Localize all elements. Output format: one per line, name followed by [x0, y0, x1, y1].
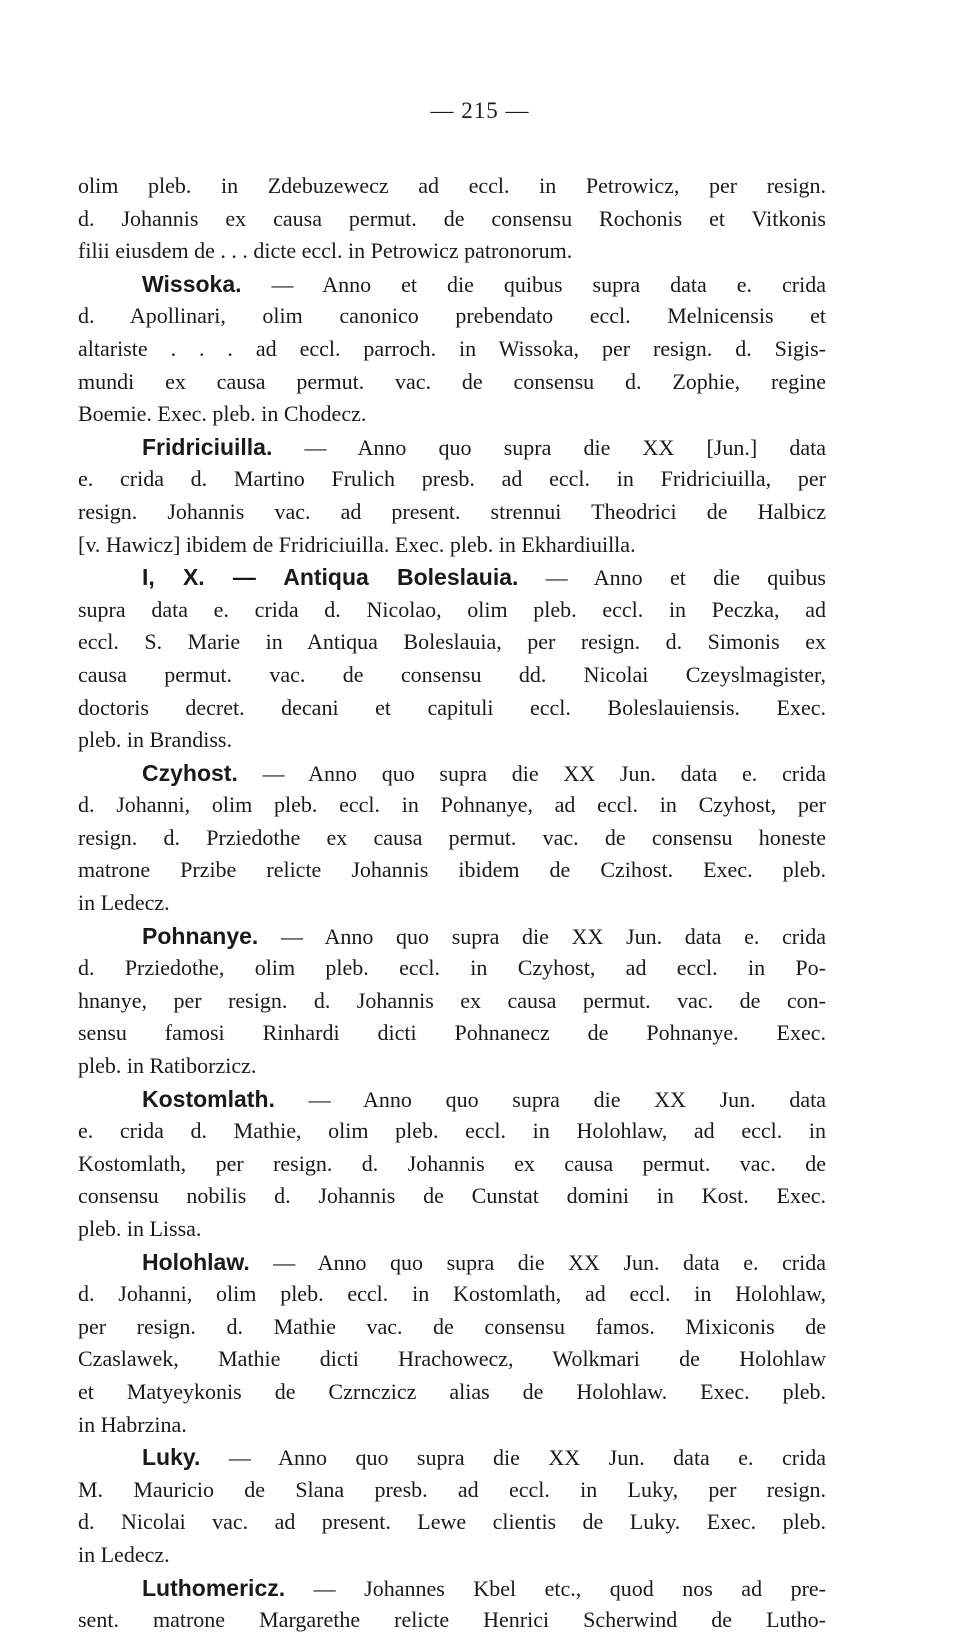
document-body	[78, 170, 826, 1637]
line-text: resign. Johannis vac. ad present. strennui Theodrici de Halbicz	[78, 498, 826, 524]
text-line	[78, 203, 826, 236]
line-text: in Ledecz.	[78, 890, 170, 916]
line-text: d. Apollinari, olim canonico prebendato eccl. Melnicensis et	[78, 303, 826, 329]
line-text: M. Mauricio de Slana presb. ad eccl. in Luky, per resign.	[78, 1476, 826, 1502]
place-heading: Wissoka.	[142, 270, 242, 297]
line-text: e. crida d. Martino Frulich presb. ad eccl. in Fridriciuilla, per	[78, 466, 826, 492]
line-text: — Anno quo supra die XX Jun. data	[274, 1086, 826, 1112]
line-text: pleb. in Ratiborzicz.	[78, 1053, 257, 1079]
line-text: filii eiusdem de . . . dicte eccl. in Petrowicz patronorum.	[78, 238, 573, 264]
text-line	[78, 1278, 826, 1311]
text-line	[78, 431, 826, 464]
line-text: d. Johannis ex causa permut. de consensu Rochonis et Vitkonis	[78, 205, 826, 231]
line-text: consensu nobilis d. Johannis de Cunstat domini in Kost. Exec.	[78, 1183, 826, 1209]
text-line	[78, 300, 826, 333]
line-text: per resign. d. Mathie vac. de consensu famos. Mixiconis de	[78, 1313, 826, 1339]
text-line	[78, 594, 826, 627]
text-line	[78, 235, 826, 268]
line-text: — Anno quo supra die XX Jun. data e. crida	[237, 760, 826, 786]
text-line	[78, 1180, 826, 1213]
text-line	[78, 496, 826, 529]
text-line	[78, 757, 826, 790]
text-line	[78, 1343, 826, 1376]
text-line	[78, 463, 826, 496]
text-line	[78, 1376, 826, 1409]
text-line	[78, 561, 826, 594]
line-text: in Ledecz.	[78, 1541, 170, 1567]
text-line	[78, 529, 826, 562]
text-line	[78, 1409, 826, 1442]
line-text: — Anno quo supra die XX [Jun.] data	[272, 434, 826, 460]
text-line	[78, 626, 826, 659]
text-line	[78, 1539, 826, 1572]
line-text: hnanye, per resign. d. Johannis ex causa permut. vac. de con-	[78, 987, 826, 1013]
text-line	[78, 1506, 826, 1539]
text-line	[78, 1474, 826, 1507]
text-line	[78, 854, 826, 887]
text-line	[78, 1246, 826, 1279]
text-line	[78, 659, 826, 692]
line-text: — Anno et die quibus supra data e. crida	[241, 271, 826, 297]
line-text: doctoris decret. decani et capituli eccl. Boleslauiensis. Exec.	[78, 694, 826, 720]
line-text: d. Prziedothe, olim pleb. eccl. in Czyhost, ad eccl. in Po-	[78, 955, 826, 981]
line-text: eccl. S. Marie in Antiqua Boleslauia, per resign. d. Simonis ex	[78, 629, 826, 655]
text-line	[78, 985, 826, 1018]
text-line	[78, 1311, 826, 1344]
text-line	[78, 1083, 826, 1116]
line-text: e. crida d. Mathie, olim pleb. eccl. in Holohlaw, ad eccl. in	[78, 1118, 826, 1144]
text-line	[78, 1604, 826, 1637]
text-line	[78, 822, 826, 855]
place-heading: Czyhost.	[142, 759, 238, 786]
line-text: — Anno quo supra die XX Jun. data e. crida	[200, 1445, 826, 1471]
line-text: — Anno quo supra die XX Jun. data e. crida	[249, 1249, 826, 1275]
line-text: pleb. in Brandiss.	[78, 727, 232, 753]
line-text: d. Nicolai vac. ad present. Lewe clientis de Luky. Exec. pleb.	[78, 1509, 826, 1535]
text-line	[78, 724, 826, 757]
text-line	[78, 268, 826, 301]
text-line	[78, 1148, 826, 1181]
line-text: sensu famosi Rinhardi dicti Pohnanecz de Pohnanye. Exec.	[78, 1020, 826, 1046]
line-text: [v. Hawicz] ibidem de Fridriciuilla. Exec. pleb. in Ekhardiuilla.	[78, 531, 636, 557]
line-text: — Johannes Kbel etc., quod nos ad pre-	[285, 1575, 826, 1601]
text-line	[78, 170, 826, 203]
text-line	[78, 1572, 826, 1605]
line-text: mundi ex causa permut. vac. de consensu d. Zophie, regine	[78, 368, 826, 394]
line-text: matrone Przibe relicte Johannis ibidem de Czihost. Exec. pleb.	[78, 857, 826, 883]
line-text: in Habrzina.	[78, 1411, 187, 1437]
line-text: sent. matrone Margarethe relicte Henrici Scherwind de Lutho-	[78, 1607, 826, 1633]
place-heading: Pohnanye.	[142, 922, 259, 949]
line-text: — Anno quo supra die XX Jun. data e. crida	[258, 923, 826, 949]
line-text: altariste . . . ad eccl. parroch. in Wissoka, per resign. d. Sigis-	[78, 335, 826, 361]
text-line	[78, 789, 826, 822]
text-line	[78, 366, 826, 399]
text-line	[78, 333, 826, 366]
text-line	[78, 1017, 826, 1050]
line-text: — Anno et die quibus	[518, 565, 826, 591]
line-text: d. Johanni, olim pleb. eccl. in Pohnanye, ad eccl. in Czyhost, per	[78, 792, 826, 818]
line-text: olim pleb. in Zdebuzewecz ad eccl. in Petrowicz, per resign.	[78, 173, 826, 198]
place-heading: Luthomericz.	[142, 1574, 286, 1601]
text-line	[78, 887, 826, 920]
line-text: d. Johanni, olim pleb. eccl. in Kostomlath, ad eccl. in Holohlaw,	[78, 1281, 826, 1307]
page-number: — 215 —	[430, 98, 530, 123]
place-heading: Kostomlath.	[142, 1085, 275, 1112]
text-line	[78, 1441, 826, 1474]
place-heading: Luky.	[142, 1444, 201, 1471]
text-line	[78, 1213, 826, 1246]
line-text: Czaslawek, Mathie dicti Hrachowecz, Wolkmari de Holohlaw	[78, 1346, 826, 1372]
line-text: causa permut. vac. de consensu dd. Nicolai Czeyslmagister,	[78, 661, 826, 687]
line-text: supra data e. crida d. Nicolao, olim pleb. eccl. in Peczka, ad	[78, 596, 826, 622]
line-text: resign. d. Prziedothe ex causa permut. vac. de consensu honeste	[78, 824, 826, 850]
line-text: pleb. in Lissa.	[78, 1216, 202, 1241]
text-line	[78, 692, 826, 725]
line-text: Boemie. Exec. pleb. in Chodecz.	[78, 401, 367, 427]
line-text: et Matyeykonis de Czrnczicz alias de Holohlaw. Exec. pleb.	[78, 1378, 826, 1404]
place-heading: Holohlaw.	[142, 1248, 250, 1275]
text-line	[78, 1115, 826, 1148]
text-line	[78, 920, 826, 953]
text-line	[78, 398, 826, 431]
place-heading: Fridriciuilla.	[142, 433, 273, 460]
line-text: Kostomlath, per resign. d. Johannis ex causa permut. vac. de	[78, 1150, 826, 1176]
text-line	[78, 952, 826, 985]
text-line	[78, 1050, 826, 1083]
place-heading: I, X. — Antiqua Boleslauia.	[142, 564, 519, 591]
